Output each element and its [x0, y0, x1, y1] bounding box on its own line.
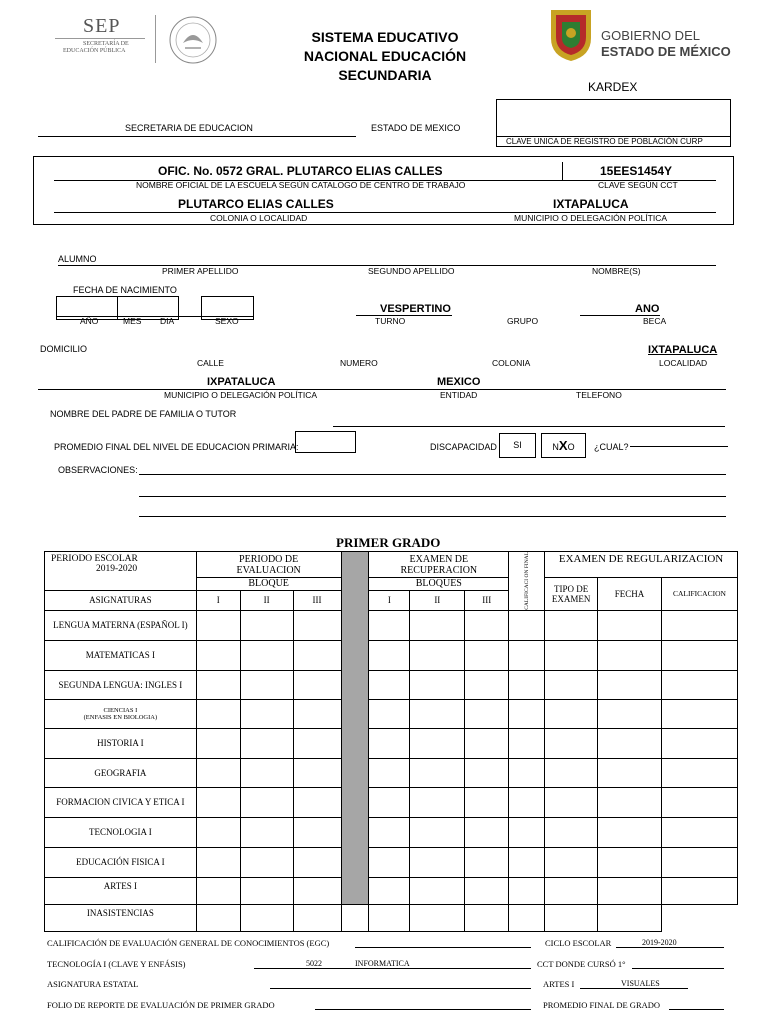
periodo-evaluacion-header: PERIODO DE EVALUACION	[196, 552, 341, 578]
observaciones-label: OBSERVACIONES:	[58, 465, 138, 475]
kardex-label: KARDEX	[588, 80, 638, 94]
edomex-logo: GOBIERNO DEL ESTADO DE MÉXICO	[545, 4, 740, 64]
sep-logo: SEP SECRETARÍA DE EDUCACIÓN PÚBLICA	[55, 15, 225, 65]
subject-row-label: ARTES I	[45, 877, 197, 904]
cct-curso-label: CCT DONDE CURSÓ 1°	[537, 959, 626, 969]
cual-label: ¿CUAL?	[594, 442, 629, 452]
secretaria-label: SECRETARIA DE EDUCACION	[125, 123, 253, 133]
edomex-shield-icon	[547, 4, 595, 62]
fecha-nacimiento-label: FECHA DE NACIMIENTO	[73, 285, 177, 295]
mexico-seal-icon	[167, 15, 219, 65]
padre-label: NOMBRE DEL PADRE DE FAMILIA O TUTOR	[50, 409, 237, 419]
tecnologia-label: TECNOLOGÍA I (CLAVE Y ENFÁSIS)	[47, 959, 186, 969]
grade-title: PRIMER GRADO	[336, 535, 441, 550]
subject-row-label: HISTORIA I	[45, 728, 197, 758]
beca-value: ANO	[635, 303, 660, 315]
turno-value: VESPERTINO	[380, 303, 451, 315]
tecnologia-clave: 5022	[306, 959, 322, 968]
curp-label: CLAVE UNICA DE REGISTRO DE POBLACIÓN CURP	[506, 137, 703, 146]
school-colonia: PLUTARCO ELIAS CALLES	[178, 197, 334, 211]
document-title: SISTEMA EDUCATIVO NACIONAL EDUCACIÓN SECUNDARIA	[303, 29, 467, 83]
calificacion-header: CALIFICACION	[661, 578, 737, 611]
egc-label: CALIFICACIÓN DE EVALUACIÓN GENERAL DE CONOCIMIENTOS (EGC)	[47, 938, 330, 948]
asignatura-estatal-label: ASIGNATURA ESTATAL	[47, 979, 139, 989]
examen-recuperacion-header: EXAMEN DE RECUPERACION	[369, 552, 509, 578]
gray-separator	[341, 552, 369, 905]
grades-table: PERIODO ESCOLAR 2019-2020 PERIODO DE EVALUACION EXAMEN DE RECUPERACION CALIFICACI ON FINAL EXAMEN DE REGULARIZACION BLOQUE BLOQUES TIPO DE EXAMEN FECHA CALIFICACION ASIGNATURAS I II III I II III LENGUA MATERNA (ESPAÑOL I) MATEMATICAS I SEGUNDA LENGUA: INGLES I CIENCIAS I (ENFASIS EN BIOLOGIA) HISTORIA I GEOGRAFIA FORMACION CIVICA Y ETICA I TECNOLOGIA I EDUCACIÓN FISICA I ARTES I INASISTENCIAS	[44, 551, 738, 932]
discapacidad-label: DISCAPACIDAD	[430, 442, 497, 452]
subject-row-label: MATEMATICAS I	[45, 640, 197, 670]
alumno-label: ALUMNO	[58, 254, 97, 264]
subject-row-label: LENGUA MATERNA (ESPAÑOL I)	[45, 610, 197, 640]
periodo-escolar-cell: PERIODO ESCOLAR 2019-2020	[45, 552, 197, 591]
subject-row-label: FORMACION CIVICA Y ETICA I	[45, 787, 197, 817]
domicilio-label: DOMICILIO	[40, 344, 88, 354]
artes-label: ARTES I	[543, 979, 575, 989]
asignaturas-header: ASIGNATURAS	[45, 590, 197, 610]
ciclo-label: CICLO ESCOLAR	[545, 938, 612, 948]
subject-row-label: TECNOLOGIA I	[45, 817, 197, 847]
discapacidad-si-box[interactable]: SI	[499, 433, 536, 458]
sep-logo-text: SEP	[83, 15, 121, 37]
school-cct: 15EES1454Y	[600, 164, 673, 178]
promedio-primaria-label: PROMEDIO FINAL DEL NIVEL DE EDUCACION PRIMARIA:	[54, 442, 299, 452]
ciclo-value: 2019-2020	[642, 938, 677, 947]
school-municipio: IXTAPALUCA	[553, 197, 629, 211]
examen-regularizacion-header: EXAMEN DE REGULARIZACION	[545, 552, 738, 578]
artes-value: VISUALES	[621, 979, 660, 988]
localidad-value: IXTAPALUCA	[648, 344, 718, 356]
municipio-value: IXPATALUCA	[207, 376, 276, 388]
subject-row-label: EDUCACIÓN FISICA I	[45, 847, 197, 877]
subject-row-label: GEOGRAFIA	[45, 758, 197, 787]
subject-row-label: CIENCIAS I (ENFASIS EN BIOLOGIA)	[45, 699, 197, 728]
calificacion-final-header: CALIFICACI ON FINAL	[509, 552, 545, 611]
tecnologia-enfasis: INFORMATICA	[355, 959, 410, 968]
discapacidad-no-box[interactable]: NXO	[541, 433, 586, 458]
promedio-grado-label: PROMEDIO FINAL DE GRADO	[543, 1000, 661, 1010]
fecha-header: FECHA	[598, 578, 662, 611]
promedio-primaria-field[interactable]	[295, 431, 356, 453]
subject-row-label: SEGUNDA LENGUA: INGLES I	[45, 670, 197, 699]
estado-label: ESTADO DE MEXICO	[371, 123, 461, 133]
school-name: OFIC. No. 0572 GRAL. PLUTARCO ELIAS CALLES	[158, 164, 443, 178]
no-checkmark: X	[558, 438, 568, 453]
entidad-value: MEXICO	[437, 376, 481, 388]
folio-label: FOLIO DE REPORTE DE EVALUACIÓN DE PRIMER GRADO	[47, 1000, 275, 1010]
subject-row-label: INASISTENCIAS	[45, 904, 197, 931]
tipo-examen-header: TIPO DE EXAMEN	[545, 578, 598, 611]
